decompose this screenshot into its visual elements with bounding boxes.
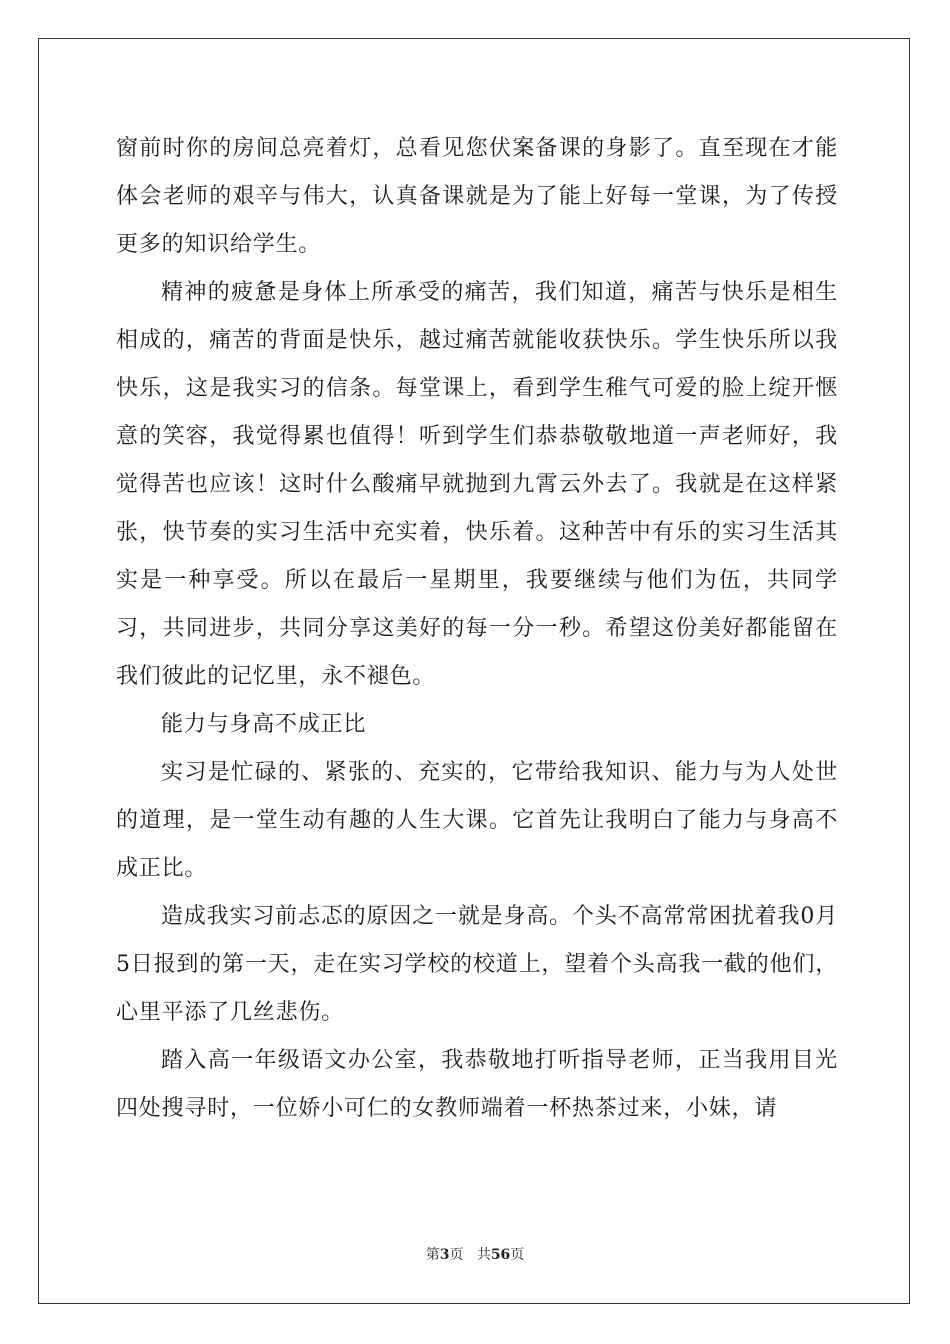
total-pages: 56 [490, 1247, 511, 1263]
document-body [116, 125, 838, 1133]
page-number: 3 [439, 1247, 450, 1263]
page-prefix: 第 [425, 1247, 440, 1263]
footer-separator [463, 1247, 476, 1263]
paragraph: 精神的疲惫是身体上所承受的痛苦，我们知道，痛苦与快乐是相生相成的，痛苦的背面是快乐，越过痛苦就能收获快乐。学生快乐所以我快乐，这是我实习的信条。每堂课上，看到学生稚气可爱的脸上绽开惬意的笑容，我觉得累也值得！听到学生们恭恭敬敬地道一声老师好，我觉得苦也应该！这时什么酸痛早就抛到九霄云外去了。我就是在这样紧张，快节奏的实习生活中充实着，快乐着。这种苦中有乐的实习生活其实是一种享受。所以在最后一星期里，我要继续与他们为伍，共同学习，共同进步，共同分享这美好的每一分一秒。希望这份美好都能留在我们彼此的记忆里，永不褪色。 [116, 280, 838, 689]
paragraph: 造成我实习前忐忑的原因之一就是身高。个头不高常常困扰着我0月5日报到的第一天，走在实习学校的校道上，望着个头高我一截的他们，心里平添了几丝悲伤。 [116, 904, 838, 1025]
total-suffix: 页 [510, 1247, 525, 1263]
paragraph: 踏入高一年级语文办公室，我恭敬地打听指导老师，正当我用目光四处搜寻时，一位娇小可仁的女教师端着一杯热茶过来，小妹，请 [116, 1048, 838, 1121]
page-suffix: 页 [449, 1247, 464, 1263]
paragraph: 实习是忙碌的、紧张的、充实的，它带给我知识、能力与为人处世的道理，是一堂生动有趣的人生大课。它首先让我明白了能力与身高不成正比。 [116, 760, 838, 881]
total-prefix: 共 [476, 1247, 491, 1263]
page-footer [0, 1244, 950, 1264]
section-heading: 能力与身高不成正比 [161, 712, 367, 737]
paragraph: 窗前时你的房间总亮着灯，总看见您伏案备课的身影了。直至现在才能体会老师的艰辛与伟大，认真备课就是为了能上好每一堂课，为了传授更多的知识给学生。 [116, 136, 838, 257]
